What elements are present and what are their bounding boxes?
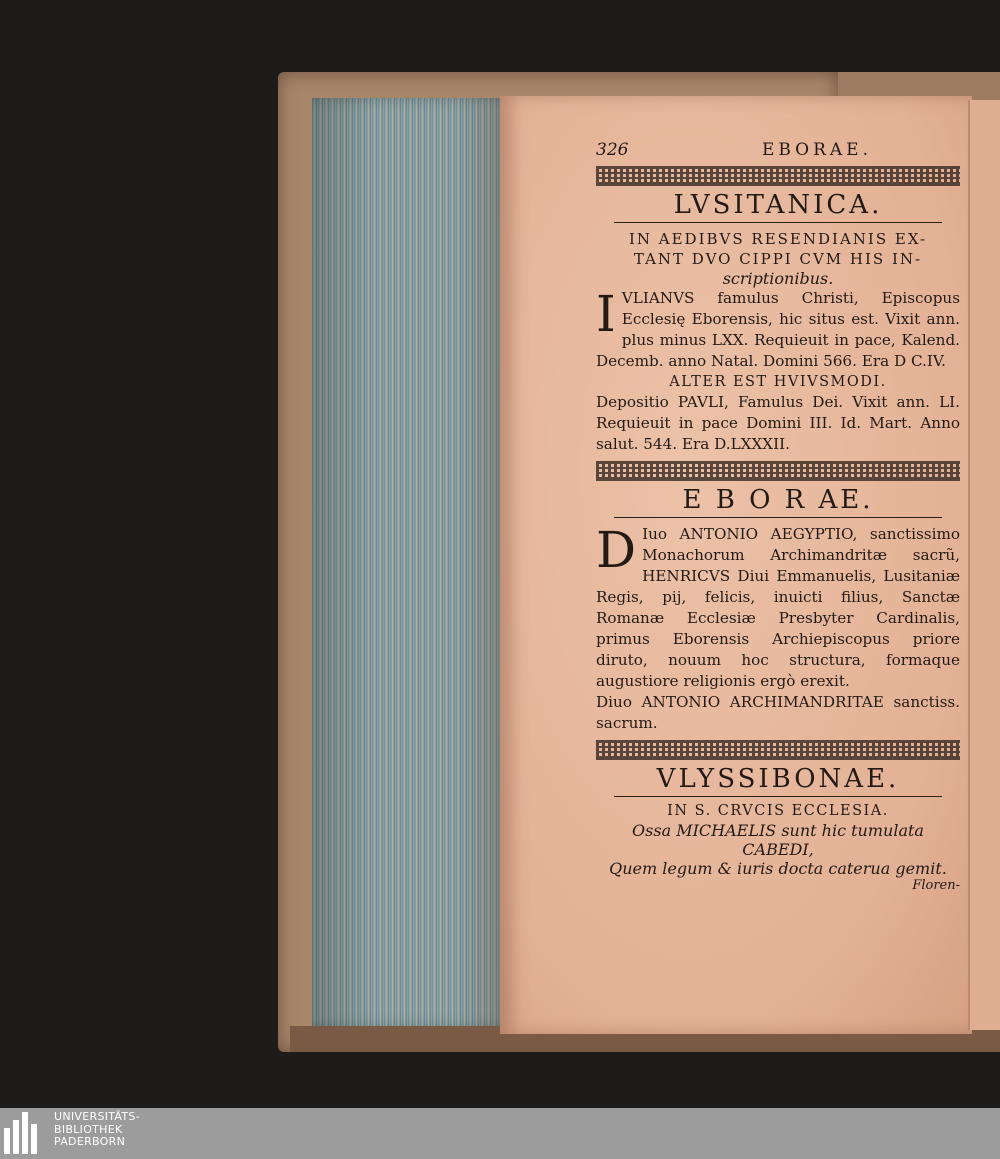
page-header bbox=[596, 140, 960, 160]
divider bbox=[614, 222, 942, 223]
inscription-iulianus: IVLIANVS famulus Christi, Episcopus Ecclesię Eborensis, hic situs est. Vixit ann. plus minus LXX. Requieuit in pace, Kalend. Decemb. anno Natal. Domini 566. Era D C.IV. bbox=[596, 285, 960, 370]
library-logo-icon bbox=[4, 1112, 46, 1154]
ornament-band bbox=[596, 166, 960, 186]
page-text bbox=[596, 140, 960, 893]
catchword: Floren- bbox=[912, 878, 960, 893]
section-subtitle-italic: scriptionibus. bbox=[722, 269, 834, 288]
church-heading: IN S. CRVCIS ECCLESIA. bbox=[667, 803, 889, 819]
running-title: EBORAE. bbox=[761, 140, 872, 160]
ornament-band bbox=[596, 461, 960, 481]
ornament-band bbox=[596, 740, 960, 760]
verse-line-1: Ossa MICHAELIS sunt hic tumulata CABEDI, bbox=[632, 821, 924, 859]
section-title-vlyssibonae: VLYSSIBONAE. bbox=[656, 764, 900, 794]
verse-line-2: Quem legum & iuris docta caterua gemit. bbox=[609, 859, 947, 878]
section-subtitle: IN AEDIBVS RESENDIANIS EX- TANT DVO CIPPI CVM HIS IN- bbox=[628, 230, 928, 268]
dedication-line: Diuo ANTONIO ARCHIMANDRITAE sanctiss. sacrum. bbox=[596, 693, 960, 732]
library-footer bbox=[0, 1108, 1000, 1159]
facing-page-edge bbox=[968, 100, 1000, 1030]
section-title-lusitanica: LVSITANICA. bbox=[673, 190, 883, 220]
drop-cap-i: I bbox=[596, 285, 616, 343]
inscription-paulus: Depositio PAVLI, Famulus Dei. Vixit ann. LI. Requieuit in pace Domini III. Id. Mart. Anno salut. 544. Era D.LXXXII. bbox=[596, 393, 960, 453]
drop-cap-d: D bbox=[596, 521, 637, 579]
divider bbox=[614, 517, 942, 518]
library-name: UNIVERSITÄTS- BIBLIOTHEK PADERBORN bbox=[54, 1110, 140, 1148]
divider bbox=[614, 796, 942, 797]
page-number: 326 bbox=[596, 140, 629, 160]
section-title-eborae: E B O R AE. bbox=[682, 485, 874, 515]
inscription-antonio: D Iuo ANTONIO AEGYPTIO, sanctissimo Monachorum Archimandritæ sacrũ, HENRICVS Diui Emmanuelis, Lusitaniæ Regis, pij, felicis, inuicti filius, Sanctæ Romanæ Ecclesiæ Presbyter Cardinalis, primus Eborensis Archiepiscopus priore diruto, nouum hoc structura, formaque augustiore religionis ergò erexit. bbox=[596, 521, 960, 690]
alter-heading: ALTER EST HVIVSMODI. bbox=[669, 374, 887, 390]
